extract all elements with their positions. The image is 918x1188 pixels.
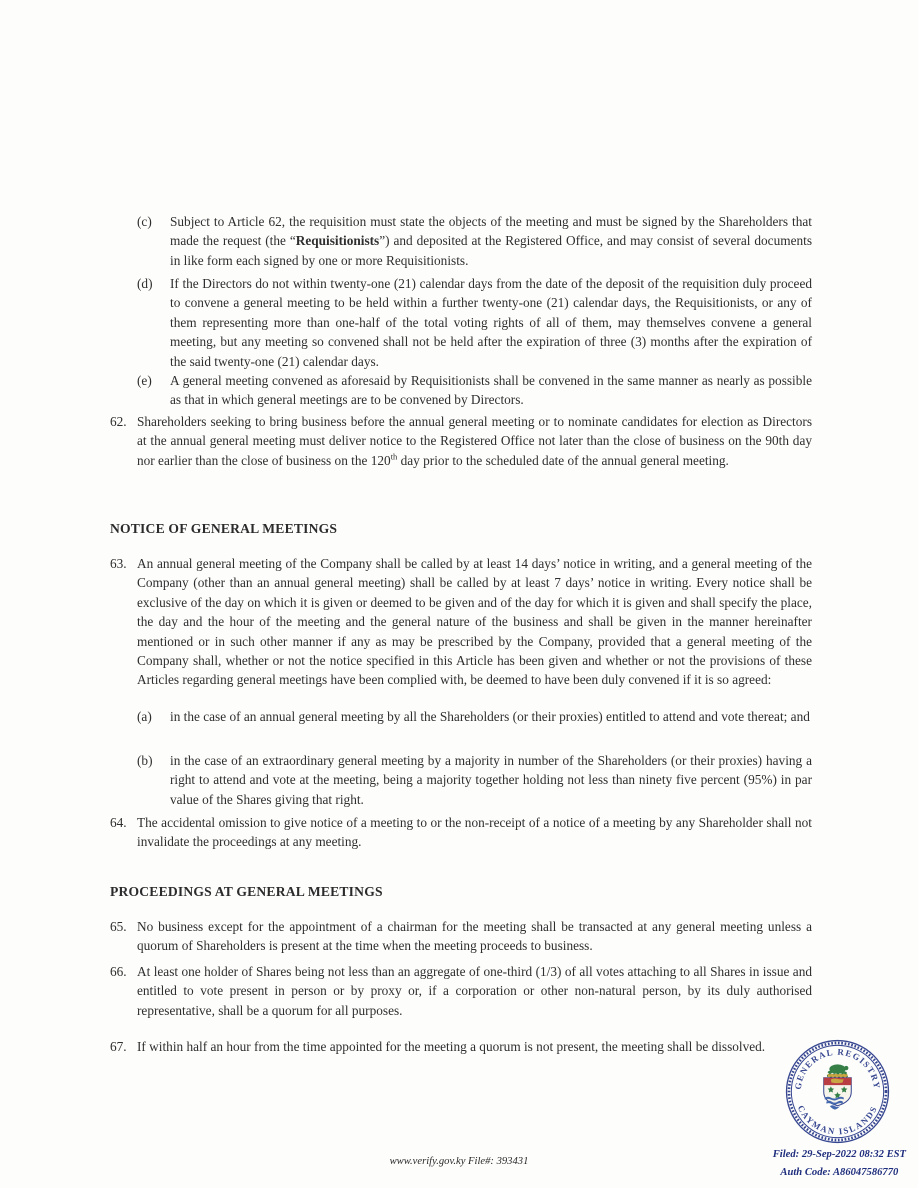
clause-c-marker: (c): [137, 214, 152, 229]
article-65-text: No business except for the appointment of a chairman for the meeting shall be transacted at any general meeting unless a quorum of Shareholders is present at the time when the meeting proceeds to business.: [137, 919, 812, 954]
clause-d: [137, 274, 812, 371]
article-66: [110, 962, 812, 1020]
requisitionists-term: Requisitionists: [295, 233, 380, 249]
article-62-text: [137, 412, 812, 470]
article-65-number: 65.: [110, 919, 127, 934]
section-heading-proceedings-at-general-meetings: PROCEEDINGS AT GENERAL MEETINGS: [110, 884, 383, 899]
article-64: [110, 813, 812, 852]
article-66-text: At least one holder of Shares being not less than an aggregate of one-third (1/3) of all votes attaching to all Shares in issue and entitled to vote present in person or by proxy or, if a corporation or other non-natural person, by its duly authorised representative, shall be a quorum for all purposes.: [137, 964, 812, 1018]
svg-text:CAYMAN ISLANDS: [796, 1104, 880, 1137]
article-62: [110, 412, 812, 470]
clause-a: [137, 707, 812, 726]
auth-code-text: Auth Code: A86047586770: [780, 1166, 899, 1178]
clause-d-text: If the Directors do not within twenty-one (21) calendar days from the date of the deposit of the requisition duly proceed to convene a general meeting to be held within a further twenty-one (21) calendar days, the Requisitionists, or any of them representing more than one-half of the total voting rights of all of them, may themselves convene a general meeting, but any meeting so convened shall not be held after the expiration of three (3) months after the expiration of the said twenty-one (21) calendar days.: [170, 276, 812, 369]
article-62-text-after: day prior to the scheduled date of the annual general meeting.: [397, 452, 729, 468]
article-67-number: 67.: [110, 1039, 127, 1054]
article-62-text-before: Shareholders seeking to bring business before the annual general meeting or to nominate candidates for election as Directors at the annual general meeting must deliver notice to the Registered Office not later than the close of business on the 90th day nor earlier than the close of business on the 120: [137, 414, 812, 468]
article-64-text: The accidental omission to give notice of a meeting to or the non-receipt of a notice of a meeting by any Shareholder shall not invalidate the proceedings at any meeting.: [137, 815, 812, 850]
footer-verify-text: www.verify.gov.ky File#: 393431: [389, 1156, 529, 1167]
article-65: [110, 917, 812, 956]
article-67: [110, 1037, 812, 1056]
article-63-number: 63.: [110, 556, 127, 571]
section-heading-notice-of-general-meetings: NOTICE OF GENERAL MEETINGS: [110, 521, 338, 536]
article-64-number: 64.: [110, 815, 127, 830]
clause-a-marker: (a): [137, 709, 152, 724]
clause-d-marker: (d): [137, 276, 153, 291]
clause-a-text: in the case of an annual general meeting by all the Shareholders (or their proxies) entitled to attend and vote thereat; and: [170, 709, 810, 724]
clause-c-text: [170, 212, 812, 270]
clause-e-text: A general meeting convened as aforesaid by Requisitionists shall be convened in the same manner as nearly as possible as that in which general meetings are to be convened by Directors.: [170, 373, 812, 408]
cayman-coat-of-arms-icon: [824, 1064, 852, 1109]
seal-bottom-text: CAYMAN ISLANDS: [795, 1103, 880, 1137]
article-62-number: 62.: [110, 414, 127, 429]
clause-b: [137, 751, 812, 809]
seal-top-text: GENERAL REGISTRY: [792, 1046, 883, 1091]
article-63-text: An annual general meeting of the Company shall be called by at least 14 days’ notice in writing, and a general meeting of the Company (other than an annual general meeting) shall be called by at least 7 days’ notice in writing. Every notice shall be exclusive of the day on which it is given or deemed to be given and of the day for which it is given and shall specify the place, the day and the hour of the meeting and the general nature of the business and shall be given in the manner hereinafter mentioned or in such other manner if any as may be prescribed by the Company, provided that a general meeting of the Company shall, whether or not the notice specified in this Article has been given and whether or not the provisions of these Articles regarding general meetings have been complied with, be deemed to have been duly convened if it is so agreed:: [137, 556, 812, 688]
clause-b-marker: (b): [137, 753, 153, 768]
clause-c: [137, 212, 812, 270]
clause-c-text-after: ”) and deposited at the Registered Office, and may consist of several documents in like form each signed by one or more Requisitionists.: [170, 233, 812, 268]
article-67-text: If within half an hour from the time appointed for the meeting a quorum is not present, the meeting shall be dissolved.: [137, 1039, 766, 1054]
clause-c-text-before: Subject to Article 62, the requisition must state the objects of the meeting and must be signed by the Shareholders that made the request (the “: [170, 214, 812, 249]
clause-e: [137, 371, 812, 410]
filed-date-text: Filed: 29-Sep-2022 08:32 EST: [772, 1149, 906, 1160]
article-63: [110, 554, 812, 690]
ordinal-superscript: th: [390, 451, 398, 462]
clause-e-marker: (e): [137, 373, 152, 388]
article-66-number: 66.: [110, 964, 127, 979]
clause-b-text: in the case of an extraordinary general meeting by a majority in number of the Shareholders (or their proxies) having a right to attend and vote at the meeting, being a majority together holding not less than ninety five percent (95%) in par value of the Shares giving that right.: [170, 753, 812, 807]
general-registry-seal-icon: [785, 1039, 890, 1144]
